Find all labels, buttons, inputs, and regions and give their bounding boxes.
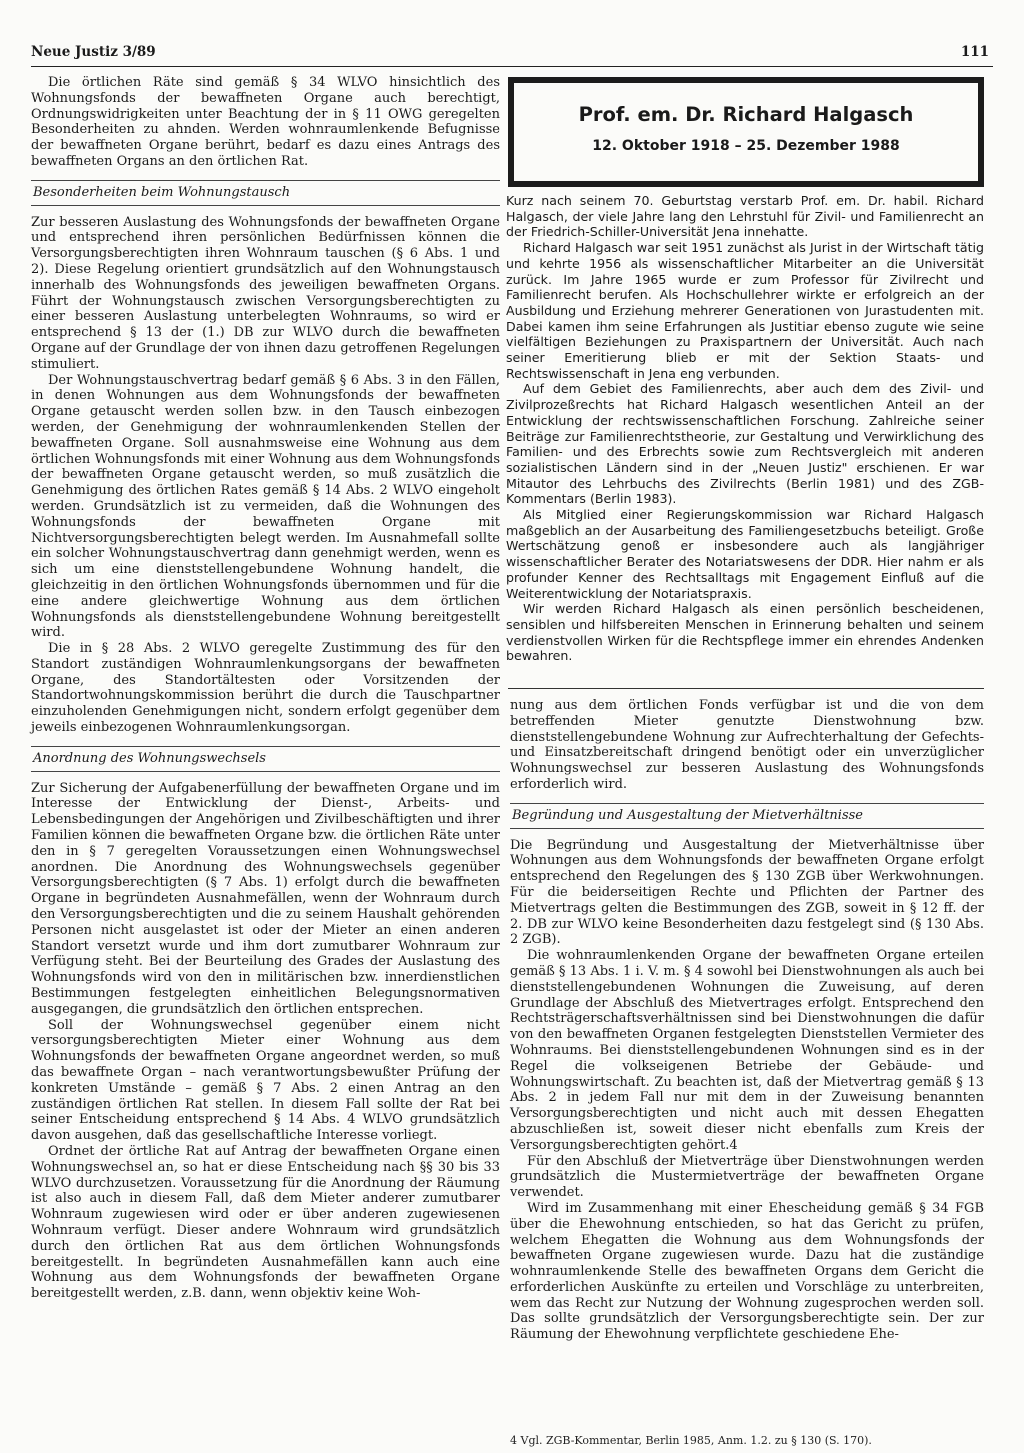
- obituary-paragraph: Wir werden Richard Halgasch als einen persönlich bescheidenen, sensiblen und hilfsbereiten Menschen in Erinnerung behalten und seinem verdienstvollen Wirken für die Rechtspflege immer ein ehrendes Andenken bewahren.: [506, 601, 984, 664]
- paragraph: Wird im Zusammenhang mit einer Ehescheidung gemäß § 34 FGB über die Ehewohnung entschieden, so hat das Gericht zu prüfen, welchem Ehegatten die Wohnung aus dem Wohnungsfonds der bewaffneten Organe zugewiesen wurde. Dazu hat die zuständige wohnraumlenkende Stelle des bewaffneten Organs dem Gericht die erforderlichen Auskünfte zu erteilen und Vorschläge zu unterbreiten, wem das Recht zur Nutzung der Wohnung zugesprochen werden soll. Das sollte grundsätzlich der Versorgungsberechtigte sein. Der zur Räumung der Ehewohnung verpflichtete geschiedene Ehe-: [510, 1200, 984, 1343]
- intro-paragraph: Die örtlichen Räte sind gemäß § 34 WLVO hinsichtlich des Wohnungsfonds der bewaffneten Organe auch berechtigt, Ordnungswidrigkeiten unter Beachtung der in § 11 OWG geregelten Besonderheiten zu ahnden. Werden wohnraumlenkende Befugnisse der bewaffneten Organe berührt, bedarf es dazu eines Antrags des bewaffneten Organs an den örtlichen Rat.: [31, 75, 500, 169]
- obituary-name: Prof. em. Dr. Richard Halgasch: [578, 103, 914, 126]
- paragraph: Ordnet der örtliche Rat auf Antrag der bewaffneten Organe einen Wohnungswechsel an, so hat er diese Entscheidung nach §§ 30 bis 33 WLVO durchzusetzen. Voraussetzung für die Anordnung der Räumung ist also auch in diesem Fall, daß dem Mieter anderer zumutbarer Wohnraum zugewiesen wird oder er über anderen zugewiesenen Wohnraum verfügt. Dieser andere Wohnraum wird grundsätzlich durch den örtlichen Rat aus dem örtlichen Wohnungsfonds bereitgestellt. In begründeten Ausnahmefällen kann auch eine Wohnung aus dem Wohnungsfonds der bewaffneten Organe bereitgestellt werden, z.B. dann, wenn objektiv keine Woh-: [31, 1144, 500, 1302]
- section-heading-wohnungswechsel: Anordnung des Wohnungswechsels: [31, 746, 500, 772]
- right-column: [510, 698, 984, 1343]
- obituary-title-box: [508, 77, 984, 187]
- page-header: [31, 44, 993, 62]
- paragraph: Die wohnraumlenkenden Organe der bewaffneten Organe erteilen gemäß § 13 Abs. 1 i. V. m. § 4 sowohl bei Dienstwohnungen als auch bei dienststellengebundenen Wohnungen die Zuweisung, auf deren Grundlage der Abschluß des Mietvertrages erfolgt. Entsprechend den Rechtsträgerschaftsverhältnissen sind bei Dienstwohnungen die dafür von den bewaffneten Organen festgelegten Dienststellen Vermieter des Wohnraums. Bei dienststellengebundenen Wohnungen sind es in der Regel die volkseigenen Betriebe der Gebäude- und Wohnungswirtschaft. Zu beachten ist, daß der Mietvertrag gemäß § 13 Abs. 2 in jedem Fall nur mit dem in der Zuweisung benannten Versorgungsberechtigten und nicht auch mit dessen Ehegatten abzuschließen ist, soweit dieser nicht ebenfalls zum Kreis der Versorgungsberechtigten gehört.4: [510, 948, 984, 1153]
- paragraph: Die in § 28 Abs. 2 WLVO geregelte Zustimmung des für den Standort zuständigen Wohnraumlenkungsorgans der bewaffneten Organe, des Standortältesten oder Vorsitzenden der Standortwohnungskommission berührt die durch die Tauschpartner einzuholenden Genehmigungen nicht, sondern erfolgt gegenüber dem jeweils einbezogenen Wohnraumlenkungsorgan.: [31, 641, 500, 736]
- page-number: 111: [960, 44, 989, 60]
- header-rule: [31, 66, 993, 67]
- paragraph: Der Wohnungstauschvertrag bedarf gemäß § 6 Abs. 3 in den Fällen, in denen Wohnungen aus dem Wohnungsfonds der bewaffneten Organe getauscht werden sollen bzw. in den Tausch einbezogen werden, der Genehmigung der wohnraumlenkenden Stellen der bewaffneten Organe. Soll ausnahmsweise eine Wohnung aus dem örtlichen Wohnungsfonds mit einer Wohnung aus dem Wohnungsfonds der bewaffneten Organe getauscht werden, so muß zusätzlich die Genehmigung des örtlichen Rates gemäß § 14 Abs. 2 WLVO eingeholt werden. Grundsätzlich ist zu vermeiden, daß die Wohnungen des Wohnungsfonds der bewaffneten Organe mit Nichtversorgungsberechtigten belegt werden. Im Ausnahmefall sollte ein solcher Wohnungstauschvertrag dann genehmigt werden, wenn es sich um eine dienststellengebundene Wohnung handelt, die gleichzeitig in den örtlichen Wohnungsfonds übernommen und für die eine andere gleichwertige Wohnung aus dem örtlichen Wohnungsfonds als dienststellengebundene Wohnung bereitgestellt wird.: [31, 372, 500, 641]
- footnote: 4 Vgl. ZGB-Kommentar, Berlin 1985, Anm. 1.2. zu § 130 (S. 170).: [510, 1434, 872, 1447]
- paragraph: Soll der Wohnungswechsel gegenüber einem nicht versorgungsberechtigten Mieter einer Wohnung aus dem Wohnungsfonds der bewaffneten Organe angeordnet werden, so muß das bewaffnete Organ – nach verantwortungsbewußter Prüfung der konkreten Umstände – gemäß § 7 Abs. 2 einen Antrag an den zuständigen örtlichen Rat stellen. In diesem Fall sollte der Rat bei seiner Entscheidung entsprechend § 14 Abs. 4 WLVO grundsätzlich davon ausgehen, daß das gesellschaftliche Interesse vorliegt.: [31, 1017, 500, 1144]
- obituary-paragraph: Als Mitglied einer Regierungskommission war Richard Halgasch maßgeblich an der Ausarbeitung des Familiengesetzbuchs beteiligt. Große Wertschätzung genoß er insbesondere auch als langjähriger wissenschaftlicher Berater des Notariatswesens der DDR. Hier nahm er als profunder Kenner des Rechtsalltags mit Engagement Einfluß auf die Weiterentwicklung der Notariatspraxis.: [506, 507, 984, 601]
- obituary-dates: 12. Oktober 1918 – 25. Dezember 1988: [592, 138, 900, 154]
- section-heading-mietverhaeltnisse: Begründung und Ausgestaltung der Mietverhältnisse: [510, 803, 984, 829]
- obituary-paragraph: Auf dem Gebiet des Familienrechts, aber auch dem des Zivil- und Zivilprozeßrechts hat Richard Halgasch wesentlichen Anteil an der Entwicklung der rechtswissenschaftlichen Forschung. Zahlreiche seiner Beiträge zur Familienrechtstheorie, zur Gestaltung und Verwirklichung des Familien- und des Erbrechts sowie zum Rechtsvergleich mit anderen sozialistischen Ländern sind in der „Neuen Justiz" erschienen. Er war Mitautor des Lehrbuchs des Zivilrechts (Berlin 1981) und des ZGB-Kommentars (Berlin 1983).: [506, 381, 984, 507]
- obituary-paragraph: Richard Halgasch war seit 1951 zunächst als Jurist in der Wirtschaft tätig und kehrte 1956 als wissenschaftlicher Mitarbeiter an die Universität zurück. Im Jahre 1965 wurde er zum Professor für Zivilrecht und Familienrecht berufen. Als Hochschullehrer wirkte er erfolgreich an der Ausbildung und Erziehung mehrerer Generationen von Jurastudenten mit. Dabei kamen ihm seine Erfahrungen als Justitiar ebenso zugute wie seine vielfältigen Beziehungen zu Praxispartnern der Universität. Auch nach seiner Emeritierung blieb er mit der Sektion Staats- und Rechtswissenschaft in Jena eng verbunden.: [506, 240, 984, 381]
- paragraph: Für den Abschluß der Mietverträge über Dienstwohnungen werden grundsätzlich die Mustermietverträge der bewaffneten Organe verwendet.: [510, 1153, 984, 1201]
- left-column: [31, 75, 500, 1302]
- journal-title: Neue Justiz 3/89: [31, 44, 156, 60]
- obituary-separator: [508, 688, 984, 689]
- paragraph: Zur Sicherung der Aufgabenerfüllung der bewaffneten Organe und im Interesse der Entwicklung der Dienst-, Arbeits- und Lebensbedingungen der Angehörigen und Zivilbeschäftigten und ihrer Familien können die bewaffneten Organe bzw. die örtlichen Räte unter den in § 7 geregelten Voraussetzungen einen Wohnungswechsel anordnen. Die Anordnung des Wohnungswechsels gegenüber Versorgungsberechtigten (§ 7 Abs. 1) erfolgt durch die bewaffneten Organe in begründeten Ausnahmefällen, wenn der Wohnraum durch den Versorgungsberechtigten und die zu seinem Haushalt gehörenden Personen nicht ausgelastet ist oder der Mieter an einen anderen Standort versetzt wurde und ihm dort zumutbarer Wohnraum zur Verfügung steht. Bei der Beurteilung des Grades der Auslastung des Wohnungsfonds wird von den in militärischen bzw. innerdienstlichen Bestimmungen festgelegten einheitlichen Belegungsnormativen ausgegangen, die grundsätzlich den örtlichen entsprechen.: [31, 780, 500, 1017]
- obituary-text: [506, 193, 984, 664]
- paragraph: Die Begründung und Ausgestaltung der Mietverhältnisse über Wohnungen aus dem Wohnungsfonds der bewaffneten Organe erfolgt entsprechend den Regelungen des § 130 ZGB über Werkwohnungen. Für die beiderseitigen Rechte und Pflichten der Partner des Mietvertrags gelten die Bestimmungen des ZGB, soweit in § 12 ff. der 2. DB zur WLVO keine Besonderheiten dazu festgelegt sind (§ 130 Abs. 2 ZGB).: [510, 837, 984, 948]
- obituary-paragraph: Kurz nach seinem 70. Geburtstag verstarb Prof. em. Dr. habil. Richard Halgasch, der viele Jahre lang den Lehrstuhl für Zivil- und Familienrecht an der Friedrich-Schiller-Universität Jena innehatte.: [506, 193, 984, 240]
- paragraph: Zur besseren Auslastung des Wohnungsfonds der bewaffneten Organe und entsprechend ihren persönlichen Bedürfnissen können die Versorgungsberechtigten ihren Wohnraum tauschen (§ 6 Abs. 1 und 2). Diese Regelung orientiert grundsätzlich auf den Wohnungstausch innerhalb des Wohnungsfonds des jeweiligen bewaffneten Organs. Führt der Wohnungstausch zwischen Versorgungsberechtigten zu einer besseren Auslastung unterbelegten Wohnraums, so wird er entsprechend § 13 der (1.) DB zur WLVO durch die bewaffneten Organe auf der Grundlage der von ihnen dazu getroffenen Regelungen stimuliert.: [31, 214, 500, 372]
- continuation-paragraph: nung aus dem örtlichen Fonds verfügbar ist und die von dem betreffenden Mieter genutzte Dienstwohnung bzw. dienststellengebundene Wohnung zur Aufrechterhaltung der Gefechts- und Einsatzbereitschaft dringend benötigt oder ein unverzüglicher Wohnungswechsel zur besseren Auslastung des Wohnungsfonds erforderlich wird.: [510, 698, 984, 792]
- section-heading-wohnungstausch: Besonderheiten beim Wohnungstausch: [31, 180, 500, 206]
